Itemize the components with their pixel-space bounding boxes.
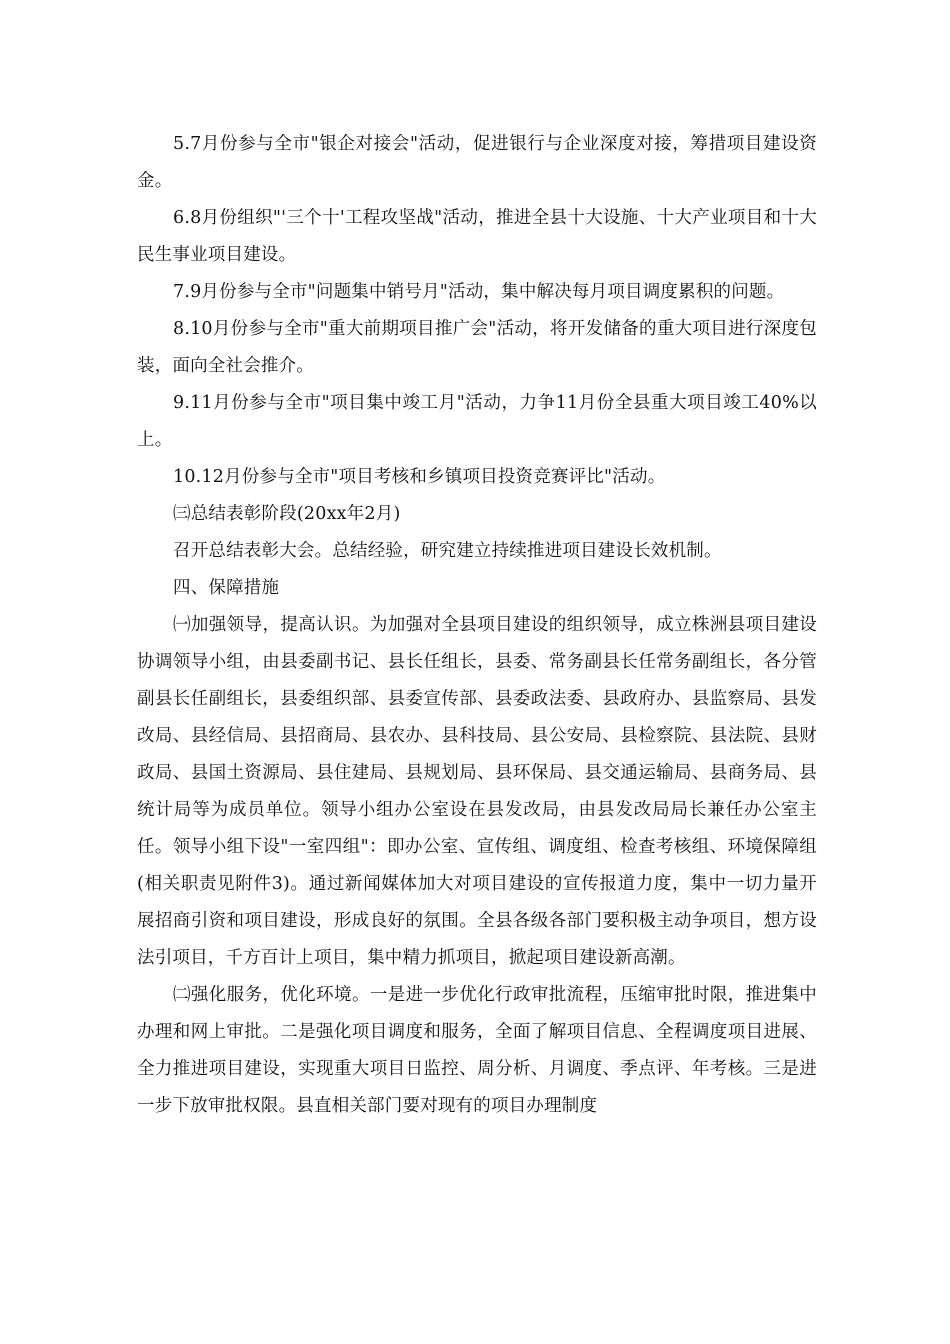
- paragraph-activity-december: 10.12月份参与全市"项目考核和乡镇项目投资竞赛评比"活动。: [173, 467, 666, 487]
- document-body: [137, 126, 817, 1125]
- paragraph-activity-november: 9.11月份参与全市"项目集中竣工月"活动，力争11月份全县重大项目竣工40%以上。: [137, 393, 817, 450]
- paragraph-activity-august: 6.8月份组织"'三个十'工程攻坚战"活动，推进全县十大设施、十大产业项目和十大民生事业项目建设。: [137, 208, 817, 265]
- paragraph-activity-october: 8.10月份参与全市"重大前期项目推广会"活动，将开发储备的重大项目进行深度包装，面向全社会推介。: [137, 319, 817, 376]
- paragraph-strengthen-leadership: ㈠加强领导，提高认识。为加强对全县项目建设的组织领导，成立株洲县项目建设协调领导小组，由县委副书记、县长任组长，县委、常务副县长任常务副组长，各分管副县长任副组长，县委组织部、县委宣传部、县委政法委、县政府办、县监察局、县发改局、县经信局、县招商局、县农办、县科技局、县公安局、县检察院、县法院、县财政局、县国土资源局、县住建局、县规划局、县环保局、县交通运输局、县商务局、县统计局等为成员单位。领导小组办公室设在县发改局，由县发改局局长兼任办公室主任。领导小组下设"一室四组"：即办公室、宣传组、调度组、检查考核组、环境保障组(相关职责见附件3)。通过新闻媒体加大对项目建设的宣传报道力度，集中一切力量开展招商引资和项目建设，形成良好的氛围。全县各级各部门要积极主动争项目，想方设法引项目，千方百计上项目，集中精力抓项目，掀起项目建设新高潮。: [137, 615, 817, 968]
- section-heading-safeguards: 四、保障措施: [173, 578, 280, 598]
- paragraph-activity-september: 7.9月份参与全市"问题集中销号月"活动，集中解决每月项目调度累积的问题。: [173, 282, 785, 302]
- section-heading-summary-stage: ㈢总结表彰阶段(20xx年2月): [173, 504, 401, 524]
- paragraph-strengthen-service: ㈡强化服务，优化环境。一是进一步优化行政审批流程，压缩审批时限，推进集中办理和网上审批。二是强化项目调度和服务，全面了解项目信息、全程调度项目进展、全力推进项目建设，实现重大项目日监控、周分析、月调度、季点评、年考核。三是进一步下放审批权限。县直相关部门要对现有的项目办理制度: [137, 985, 817, 1116]
- paragraph-activity-july: 5.7月份参与全市"银企对接会"活动，促进银行与企业深度对接，筹措项目建设资金。: [137, 134, 817, 191]
- paragraph-summary-meeting: 召开总结表彰大会。总结经验，研究建立持续推进项目建设长效机制。: [173, 541, 722, 561]
